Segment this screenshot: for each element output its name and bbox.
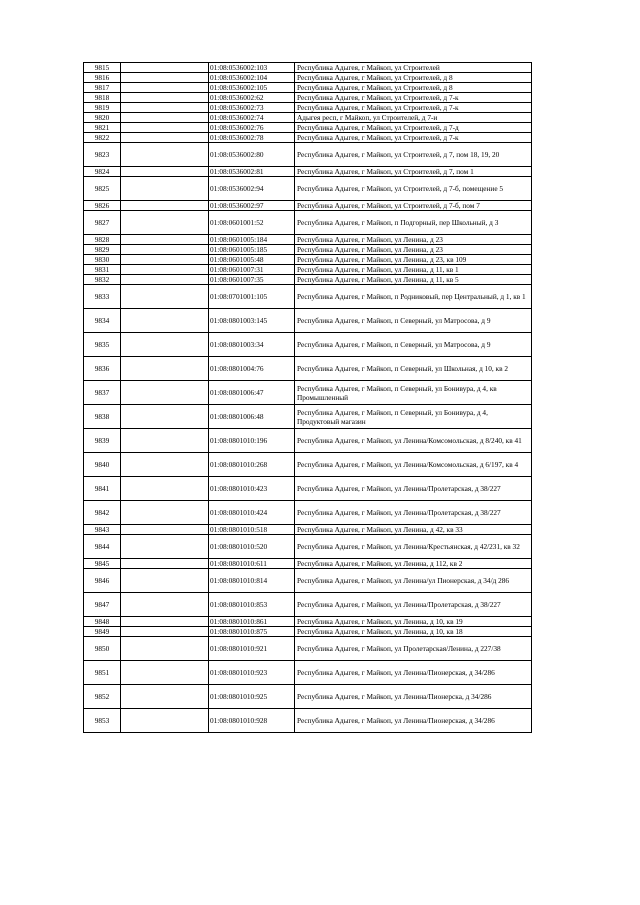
cadastral-number-cell: 01:08:0801010:923 <box>209 661 295 685</box>
row-number-cell: 9837 <box>84 381 121 405</box>
empty-cell <box>121 405 209 429</box>
row-number-cell: 9846 <box>84 569 121 593</box>
address-cell: Республика Адыгея, г Майкоп, ул Ленина, д 42, кв 33 <box>295 525 532 535</box>
empty-cell <box>121 559 209 569</box>
cadastral-number-cell: 01:08:0536002:94 <box>209 177 295 201</box>
empty-cell <box>121 569 209 593</box>
row-number-cell: 9822 <box>84 133 121 143</box>
empty-cell <box>121 245 209 255</box>
address-cell: Республика Адыгея, г Майкоп, ул Строителей, д 7-к <box>295 93 532 103</box>
cadastral-number-cell: 01:08:0601005:184 <box>209 235 295 245</box>
address-cell: Республика Адыгея, г Майкоп, ул Ленина/ул Пионерская, д 34/д 286 <box>295 569 532 593</box>
table-row <box>84 265 532 275</box>
table-row <box>84 429 532 453</box>
cadastral-number-cell: 01:08:0536002:76 <box>209 123 295 133</box>
table-row <box>84 685 532 709</box>
table-row <box>84 525 532 535</box>
address-cell: Республика Адыгея, г Майкоп, п Подгорный, пер Школьный, д 3 <box>295 211 532 235</box>
table-row <box>84 275 532 285</box>
address-cell: Республика Адыгея, г Майкоп, ул Ленина, д 112, кв 2 <box>295 559 532 569</box>
cadastral-number-cell: 01:08:0801010:518 <box>209 525 295 535</box>
address-cell: Адыгея респ, г Майкоп, ул Строителей, д 7-и <box>295 113 532 123</box>
empty-cell <box>121 357 209 381</box>
empty-cell <box>121 275 209 285</box>
address-cell: Республика Адыгея, г Майкоп, ул Ленина/Крестьянская, д 42/231, кв 32 <box>295 535 532 559</box>
table-row <box>84 177 532 201</box>
address-cell: Республика Адыгея, г Майкоп, ул Строителей, д 7-к <box>295 133 532 143</box>
address-cell: Республика Адыгея, г Майкоп, ул Строителей, д 7-б, пом 7 <box>295 201 532 211</box>
row-number-cell: 9829 <box>84 245 121 255</box>
table-row <box>84 73 532 83</box>
row-number-cell: 9841 <box>84 477 121 501</box>
row-number-cell: 9832 <box>84 275 121 285</box>
table-row <box>84 637 532 661</box>
row-number-cell: 9830 <box>84 255 121 265</box>
row-number-cell: 9851 <box>84 661 121 685</box>
address-cell: Республика Адыгея, г Майкоп, ул Ленина/Пролетарская, д 38/227 <box>295 501 532 525</box>
address-cell: Республика Адыгея, г Майкоп, ул Ленина, д 23, кв 109 <box>295 255 532 265</box>
empty-cell <box>121 477 209 501</box>
table-row <box>84 333 532 357</box>
cadastral-number-cell: 01:08:0801010:928 <box>209 709 295 733</box>
cadastral-number-cell: 01:08:0601001:52 <box>209 211 295 235</box>
empty-cell <box>121 535 209 559</box>
cadastral-number-cell: 01:08:0801006:47 <box>209 381 295 405</box>
cadastral-number-cell: 01:08:0536002:80 <box>209 143 295 167</box>
row-number-cell: 9820 <box>84 113 121 123</box>
row-number-cell: 9843 <box>84 525 121 535</box>
empty-cell <box>121 453 209 477</box>
empty-cell <box>121 143 209 167</box>
row-number-cell: 9817 <box>84 83 121 93</box>
empty-cell <box>121 73 209 83</box>
cadastral-number-cell: 01:08:0801010:268 <box>209 453 295 477</box>
row-number-cell: 9823 <box>84 143 121 167</box>
row-number-cell: 9844 <box>84 535 121 559</box>
table-row <box>84 569 532 593</box>
address-cell: Республика Адыгея, г Майкоп, ул Строителей, д 8 <box>295 83 532 93</box>
empty-cell <box>121 333 209 357</box>
empty-cell <box>121 83 209 93</box>
empty-cell <box>121 177 209 201</box>
address-cell: Республика Адыгея, г Майкоп, ул Ленина, д 10, кв 19 <box>295 617 532 627</box>
row-number-cell: 9831 <box>84 265 121 275</box>
cadastral-number-cell: 01:08:0536002:74 <box>209 113 295 123</box>
row-number-cell: 9821 <box>84 123 121 133</box>
row-number-cell: 9836 <box>84 357 121 381</box>
empty-cell <box>121 637 209 661</box>
cadastral-number-cell: 01:08:0801010:814 <box>209 569 295 593</box>
address-cell: Республика Адыгея, г Майкоп, п Родниковый, пер Центральный, д 1, кв 1 <box>295 285 532 309</box>
cadastral-number-cell: 01:08:0801010:520 <box>209 535 295 559</box>
row-number-cell: 9838 <box>84 405 121 429</box>
address-cell: Республика Адыгея, г Майкоп, ул Строителей, д 8 <box>295 73 532 83</box>
row-number-cell: 9828 <box>84 235 121 245</box>
address-cell: Республика Адыгея, г Майкоп, ул Строителей, д 7-б, помещение 5 <box>295 177 532 201</box>
row-number-cell: 9833 <box>84 285 121 309</box>
empty-cell <box>121 93 209 103</box>
row-number-cell: 9842 <box>84 501 121 525</box>
table-row <box>84 201 532 211</box>
table-row <box>84 83 532 93</box>
address-cell: Республика Адыгея, г Майкоп, ул Ленина/Пионерская, д 34/286 <box>295 709 532 733</box>
table-row <box>84 357 532 381</box>
address-cell: Республика Адыгея, г Майкоп, ул Строителей, д 7-к <box>295 103 532 113</box>
table-row <box>84 477 532 501</box>
row-number-cell: 9816 <box>84 73 121 83</box>
empty-cell <box>121 285 209 309</box>
empty-cell <box>121 167 209 177</box>
table-row <box>84 143 532 167</box>
table-row <box>84 453 532 477</box>
cadastral-number-cell: 01:08:0536002:103 <box>209 63 295 73</box>
address-cell: Республика Адыгея, г Майкоп, п Северный, ул Бонивура, д 4, Продуктовый магазин <box>295 405 532 429</box>
table-row <box>84 123 532 133</box>
table-row <box>84 167 532 177</box>
empty-cell <box>121 501 209 525</box>
cadastral-number-cell: 01:08:0801003:34 <box>209 333 295 357</box>
table-row <box>84 627 532 637</box>
row-number-cell: 9819 <box>84 103 121 113</box>
row-number-cell: 9824 <box>84 167 121 177</box>
empty-cell <box>121 627 209 637</box>
address-cell: Республика Адыгея, г Майкоп, ул Ленина, д 10, кв 18 <box>295 627 532 637</box>
cadastral-number-cell: 01:08:0801006:48 <box>209 405 295 429</box>
address-cell: Республика Адыгея, г Майкоп, п Северный, ул Матросова, д 9 <box>295 309 532 333</box>
address-cell: Республика Адыгея, г Майкоп, ул Ленина/Пролетарская, д 38/227 <box>295 593 532 617</box>
table-row <box>84 103 532 113</box>
address-cell: Республика Адыгея, г Майкоп, ул Строителей, д 7-д <box>295 123 532 133</box>
empty-cell <box>121 201 209 211</box>
cadastral-number-cell: 01:08:0801010:853 <box>209 593 295 617</box>
empty-cell <box>121 381 209 405</box>
row-number-cell: 9845 <box>84 559 121 569</box>
cadastral-number-cell: 01:08:0801010:611 <box>209 559 295 569</box>
cadastral-number-cell: 01:08:0601007:31 <box>209 265 295 275</box>
table-row <box>84 245 532 255</box>
address-cell: Республика Адыгея, г Майкоп, ул Ленина, д 23 <box>295 245 532 255</box>
cadastral-number-cell: 01:08:0701001:105 <box>209 285 295 309</box>
cadastral-number-cell: 01:08:0601007:35 <box>209 275 295 285</box>
cadastral-number-cell: 01:08:0801010:875 <box>209 627 295 637</box>
address-cell: Республика Адыгея, г Майкоп, ул Ленина/Пролетарская, д 38/227 <box>295 477 532 501</box>
cadastral-number-cell: 01:08:0801010:925 <box>209 685 295 709</box>
cadastral-number-cell: 01:08:0801003:145 <box>209 309 295 333</box>
address-cell: Республика Адыгея, г Майкоп, ул Строителей <box>295 63 532 73</box>
cadastral-number-cell: 01:08:0601005:48 <box>209 255 295 265</box>
cadastral-number-cell: 01:08:0536002:78 <box>209 133 295 143</box>
cadastral-number-cell: 01:08:0801010:921 <box>209 637 295 661</box>
registry-table <box>83 62 532 733</box>
table-row <box>84 661 532 685</box>
address-cell: Республика Адыгея, г Майкоп, п Северный, ул Школьная, д 10, кв 2 <box>295 357 532 381</box>
empty-cell <box>121 133 209 143</box>
cadastral-number-cell: 01:08:0536002:62 <box>209 93 295 103</box>
empty-cell <box>121 429 209 453</box>
table-row <box>84 309 532 333</box>
row-number-cell: 9825 <box>84 177 121 201</box>
cadastral-number-cell: 01:08:0801010:861 <box>209 617 295 627</box>
cadastral-number-cell: 01:08:0536002:81 <box>209 167 295 177</box>
cadastral-number-cell: 01:08:0801004:76 <box>209 357 295 381</box>
row-number-cell: 9826 <box>84 201 121 211</box>
row-number-cell: 9852 <box>84 685 121 709</box>
cadastral-number-cell: 01:08:0536002:104 <box>209 73 295 83</box>
address-cell: Республика Адыгея, г Майкоп, ул Пролетарская/Ленина, д 227/38 <box>295 637 532 661</box>
row-number-cell: 9827 <box>84 211 121 235</box>
empty-cell <box>121 63 209 73</box>
empty-cell <box>121 685 209 709</box>
table-row <box>84 235 532 245</box>
cadastral-number-cell: 01:08:0536002:73 <box>209 103 295 113</box>
cadastral-number-cell: 01:08:0601005:185 <box>209 245 295 255</box>
empty-cell <box>121 593 209 617</box>
table-row <box>84 113 532 123</box>
table-row <box>84 535 532 559</box>
table-row <box>84 63 532 73</box>
row-number-cell: 9850 <box>84 637 121 661</box>
table-row <box>84 593 532 617</box>
registry-table-container <box>83 62 526 733</box>
address-cell: Республика Адыгея, г Майкоп, ул Ленина/Пионерска, д 34/286 <box>295 685 532 709</box>
table-row <box>84 211 532 235</box>
row-number-cell: 9840 <box>84 453 121 477</box>
table-row <box>84 93 532 103</box>
cadastral-number-cell: 01:08:0536002:97 <box>209 201 295 211</box>
empty-cell <box>121 309 209 333</box>
empty-cell <box>121 255 209 265</box>
table-row <box>84 381 532 405</box>
row-number-cell: 9835 <box>84 333 121 357</box>
row-number-cell: 9834 <box>84 309 121 333</box>
empty-cell <box>121 235 209 245</box>
address-cell: Республика Адыгея, г Майкоп, п Северный, ул Бонивура, д 4, кв Промышленный <box>295 381 532 405</box>
empty-cell <box>121 661 209 685</box>
empty-cell <box>121 113 209 123</box>
empty-cell <box>121 103 209 113</box>
table-row <box>84 559 532 569</box>
empty-cell <box>121 211 209 235</box>
cadastral-number-cell: 01:08:0801010:423 <box>209 477 295 501</box>
table-row <box>84 133 532 143</box>
table-row <box>84 255 532 265</box>
address-cell: Республика Адыгея, г Майкоп, ул Ленина, д 23 <box>295 235 532 245</box>
empty-cell <box>121 525 209 535</box>
row-number-cell: 9818 <box>84 93 121 103</box>
row-number-cell: 9839 <box>84 429 121 453</box>
address-cell: Республика Адыгея, г Майкоп, ул Ленина, д 11, кв 5 <box>295 275 532 285</box>
cadastral-number-cell: 01:08:0801010:424 <box>209 501 295 525</box>
cadastral-number-cell: 01:08:0801010:196 <box>209 429 295 453</box>
empty-cell <box>121 265 209 275</box>
row-number-cell: 9853 <box>84 709 121 733</box>
empty-cell <box>121 123 209 133</box>
table-row <box>84 501 532 525</box>
table-row <box>84 285 532 309</box>
address-cell: Республика Адыгея, г Майкоп, ул Ленина, д 11, кв 1 <box>295 265 532 275</box>
row-number-cell: 9847 <box>84 593 121 617</box>
table-row <box>84 709 532 733</box>
row-number-cell: 9849 <box>84 627 121 637</box>
address-cell: Республика Адыгея, г Майкоп, п Северный, ул Матросова, д 9 <box>295 333 532 357</box>
table-row <box>84 405 532 429</box>
address-cell: Республика Адыгея, г Майкоп, ул Строителей, д 7, пом 18, 19, 20 <box>295 143 532 167</box>
row-number-cell: 9815 <box>84 63 121 73</box>
address-cell: Республика Адыгея, г Майкоп, ул Ленина/Пионерская, д 34/286 <box>295 661 532 685</box>
cadastral-number-cell: 01:08:0536002:105 <box>209 83 295 93</box>
address-cell: Республика Адыгея, г Майкоп, ул Строителей, д 7, пом 1 <box>295 167 532 177</box>
table-row <box>84 617 532 627</box>
row-number-cell: 9848 <box>84 617 121 627</box>
address-cell: Республика Адыгея, г Майкоп, ул Ленина/Комсомольская, д 6/197, кв 4 <box>295 453 532 477</box>
empty-cell <box>121 617 209 627</box>
empty-cell <box>121 709 209 733</box>
registry-table-body <box>84 63 532 733</box>
address-cell: Республика Адыгея, г Майкоп, ул Ленина/Комсомольская, д 8/240, кв 41 <box>295 429 532 453</box>
